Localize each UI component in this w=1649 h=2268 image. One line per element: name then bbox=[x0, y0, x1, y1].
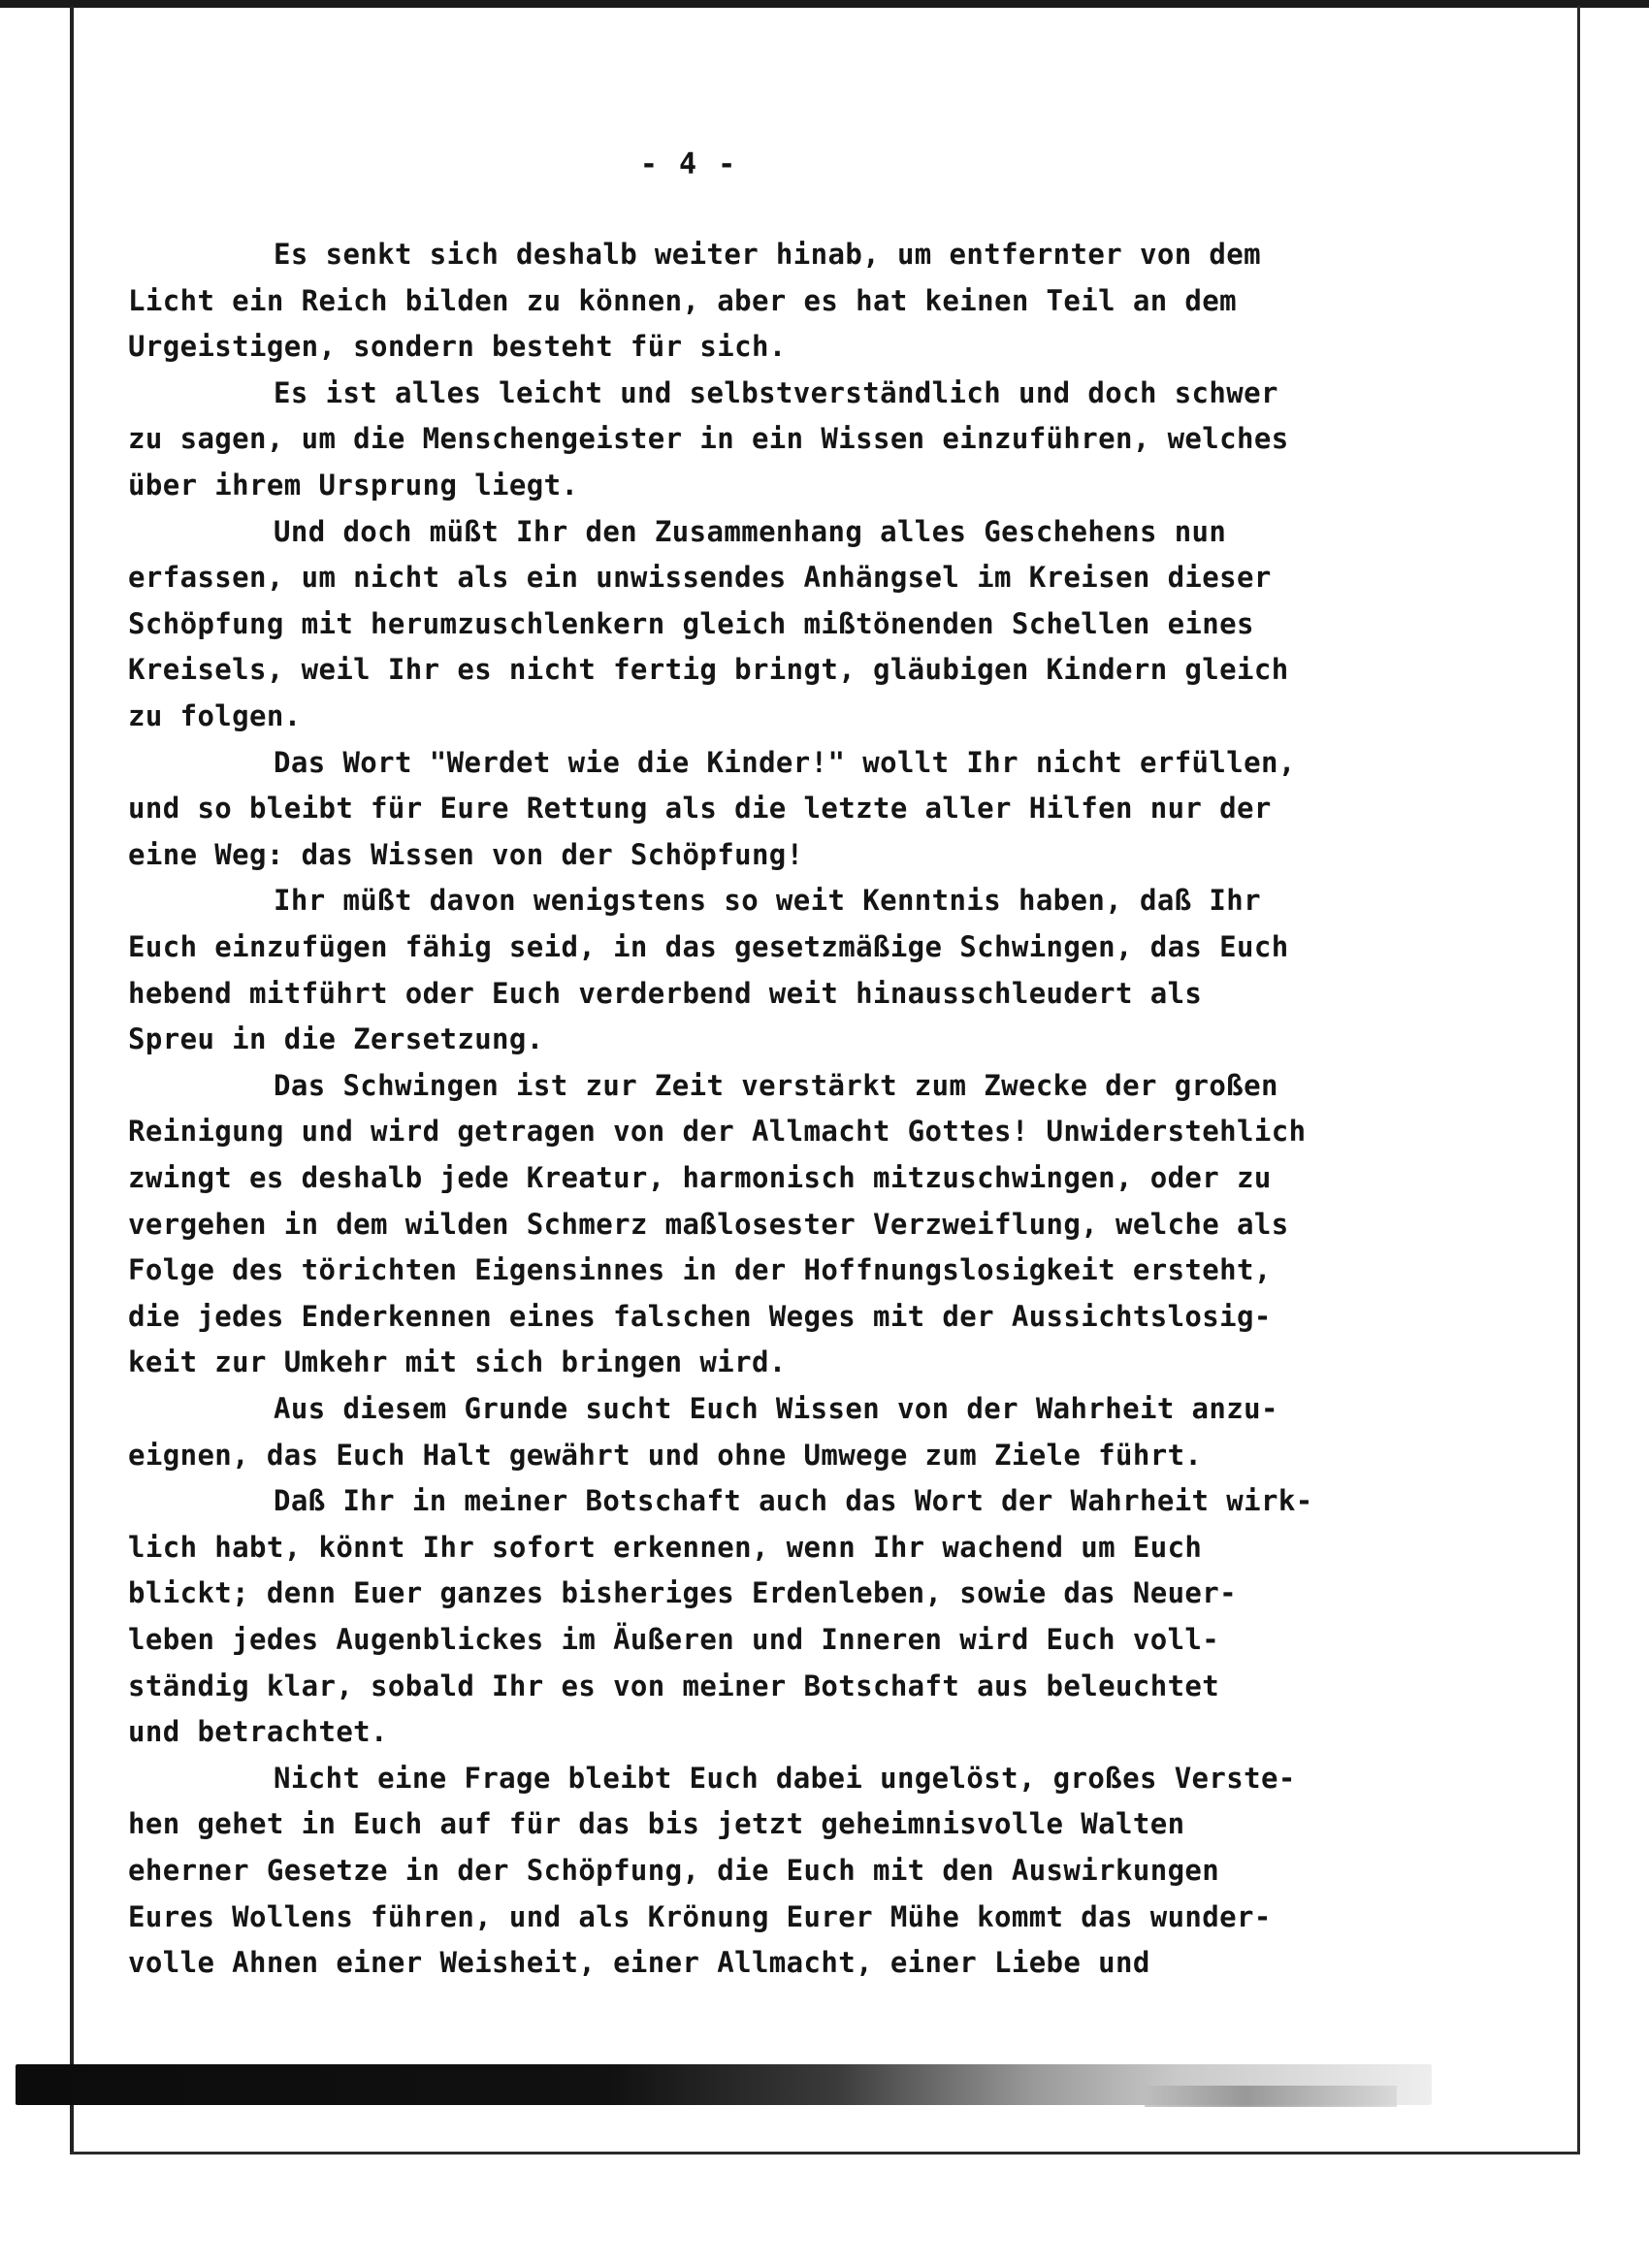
text-line: über ihrem Ursprung liegt. bbox=[128, 469, 579, 502]
text-line: Daß Ihr in meiner Botschaft auch das Wort der Wahrheit wirk- bbox=[274, 1484, 1313, 1518]
scan-bottom-smudge bbox=[1145, 2086, 1397, 2107]
text-line: Aus diesem Grunde sucht Euch Wissen von der Wahrheit anzu- bbox=[274, 1392, 1278, 1425]
text-line: Kreisels, weil Ihr es nicht fertig bringt, gläubigen Kindern gleich bbox=[128, 653, 1289, 687]
text-line: eherner Gesetze in der Schöpfung, die Euch mit den Auswirkungen bbox=[128, 1854, 1220, 1887]
text-line: Licht ein Reich bilden zu können, aber es hat keinen Teil an dem bbox=[128, 283, 1238, 317]
text-line: Euch einzufügen fähig seid, in das gesetzmäßige Schwingen, das Euch bbox=[128, 930, 1289, 963]
text-line: leben jedes Augenblickes im Äußeren und Inneren wird Euch voll- bbox=[128, 1623, 1220, 1656]
text-line: Folge des törichten Eigensinnes in der Hoffnungslosigkeit ersteht, bbox=[128, 1253, 1272, 1287]
text-line: ständig klar, sobald Ihr es von meiner Botschaft aus beleuchtet bbox=[128, 1669, 1220, 1702]
text-line: Reinigung und wird getragen von der Allmacht Gottes! Unwiderstehlich bbox=[128, 1115, 1307, 1149]
text-line: Es senkt sich deshalb weiter hinab, um entfernter von dem bbox=[274, 238, 1261, 271]
scan-bottom-border bbox=[70, 2152, 1580, 2155]
text-line: vergehen in dem wilden Schmerz maßlosester Verzweiflung, welche als bbox=[128, 1207, 1289, 1241]
text-line: und betrachtet. bbox=[128, 1715, 388, 1749]
text-line: Urgeistigen, sondern besteht für sich. bbox=[128, 330, 787, 364]
text-line: Schöpfung mit herumzuschlenkern gleich mißtönenden Schellen eines bbox=[128, 606, 1254, 640]
text-line: lich habt, könnt Ihr sofort erkennen, wenn Ihr wachend um Euch bbox=[128, 1530, 1203, 1564]
text-line: hen gehet in Euch auf für das bis jetzt geheimnisvolle Walten bbox=[128, 1807, 1185, 1841]
page-number: - 4 - bbox=[639, 147, 738, 181]
text-line: hebend mitführt oder Euch verderbend weit hinausschleudert als bbox=[128, 976, 1203, 1010]
text-line: erfassen, um nicht als ein unwissendes Anhängsel im Kreisen dieser bbox=[128, 561, 1272, 595]
text-line: volle Ahnen einer Weisheit, einer Allmacht, einer Liebe und bbox=[128, 1946, 1150, 1980]
text-line: zu sagen, um die Menschengeister in ein Wissen einzuführen, welches bbox=[128, 422, 1289, 456]
text-line: Es ist alles leicht und selbstverständlich und doch schwer bbox=[274, 375, 1278, 409]
text-line: Spreu in die Zersetzung. bbox=[128, 1022, 544, 1056]
text-line: Nicht eine Frage bleibt Euch dabei ungelöst, großes Verste- bbox=[274, 1761, 1296, 1795]
text-line: eine Weg: das Wissen von der Schöpfung! bbox=[128, 837, 804, 871]
text-line: Das Wort "Werdet wie die Kinder!" wollt Ihr nicht erfüllen, bbox=[274, 745, 1296, 779]
text-line: und so bleibt für Eure Rettung als die letzte aller Hilfen nur der bbox=[128, 792, 1272, 826]
text-line: Eures Wollens führen, und als Krönung Eurer Mühe kommt das wunder- bbox=[128, 1899, 1272, 1933]
scan-left-border bbox=[70, 6, 74, 2154]
text-line: Das Schwingen ist zur Zeit verstärkt zum Zwecke der großen bbox=[274, 1068, 1278, 1102]
text-line: Und doch müßt Ihr den Zusammenhang alles Geschehens nun bbox=[274, 514, 1227, 548]
scan-top-edge bbox=[0, 0, 1649, 8]
text-line: blickt; denn Euer ganzes bisheriges Erdenleben, sowie das Neuer- bbox=[128, 1576, 1238, 1610]
text-line: die jedes Enderkennen eines falschen Weges mit der Aussichtslosig- bbox=[128, 1299, 1272, 1333]
scan-right-border bbox=[1577, 6, 1580, 2154]
text-line: keit zur Umkehr mit sich bringen wird. bbox=[128, 1345, 787, 1379]
text-line: zu folgen. bbox=[128, 699, 302, 732]
text-line: zwingt es deshalb jede Kreatur, harmonisch mitzuschwingen, oder zu bbox=[128, 1161, 1272, 1194]
text-line: Ihr müßt davon wenigstens so weit Kenntnis haben, daß Ihr bbox=[274, 884, 1261, 918]
text-line: eignen, das Euch Halt gewährt und ohne Umwege zum Ziele führt. bbox=[128, 1438, 1203, 1472]
